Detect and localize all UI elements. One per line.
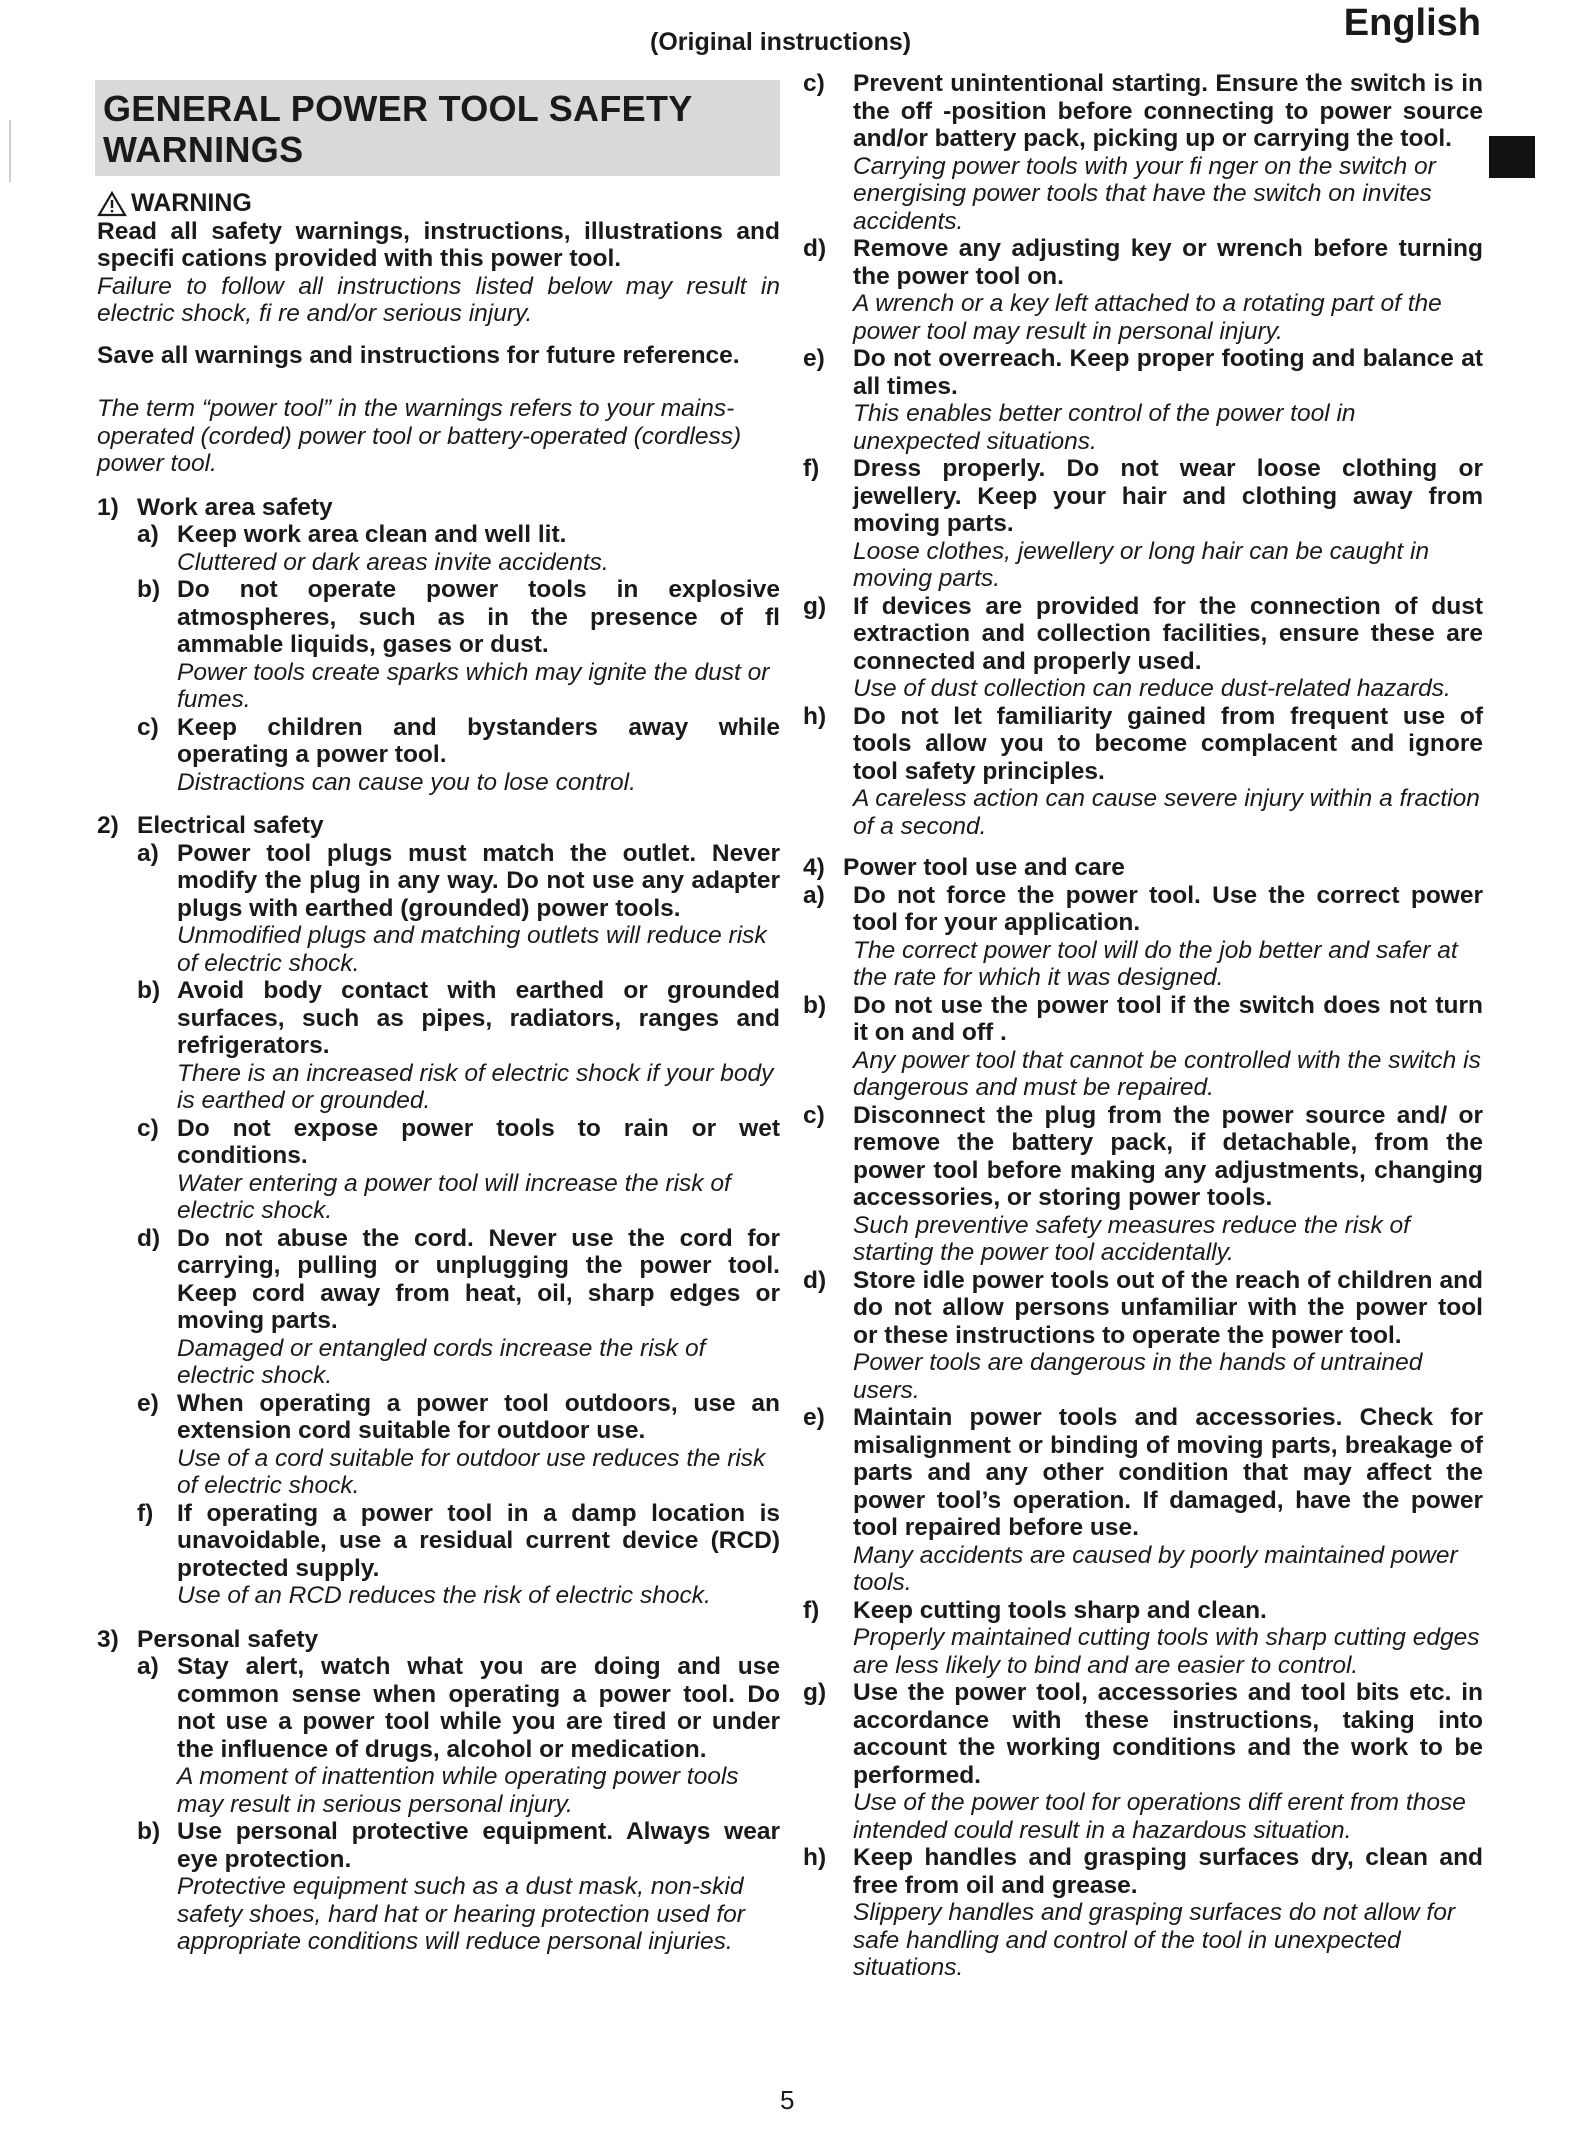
margin-rule [9,120,11,182]
warning-triangle-icon [97,191,127,217]
list-item: c) Do not expose power tools to rain or wet conditions. [137,1114,780,1169]
list-item: a) Power tool plugs must match the outlet. Never modify the plug in any way. Do not use any adapter plugs with earthed (grounded) power tools. [137,839,780,922]
item-note: This enables better control of the power tool in unexpected situations. [853,400,1356,455]
list-item: a) Do not force the power tool. Use the correct power tool for your application. [803,881,1483,936]
warning-label: WARNING [131,189,252,217]
list-item: c) Disconnect the plug from the power source and/ or remove the battery pack, if detachable, from the power tool before making any adjustments, changing accessories, or storing power tools. [803,1101,1483,1211]
section-work-area: 1) Work area safety [97,493,333,521]
item-note: There is an increased risk of electric shock if your body is earthed or grounded. [177,1059,774,1114]
item-note: Distractions can cause you to lose control. [177,768,636,796]
list-item: f) If operating a power tool in a damp location is unavoidable, use a residual current device (RCD) protected supply. [137,1499,780,1582]
item-note: Power tools create sparks which may ignite the dust or fumes. [177,658,770,713]
list-item: b) Avoid body contact with earthed or grounded surfaces, such as pipes, radiators, ranges and refrigerators. [137,977,780,1059]
page-number: 5 [780,2085,795,2115]
section-title: Work area safety [137,493,333,521]
section-title: Personal safety [137,1625,319,1653]
section-electrical: 2) Electrical safety [97,812,324,839]
language-tab-marker [1489,136,1535,178]
term-definition: The term “power tool” in the warnings refers to your mains-operated (corded) power tool or battery-operated (cordless) power tool. [97,395,742,477]
list-item: f) Dress properly. Do not wear loose clothing or jewellery. Keep your hair and clothing away from moving parts. [803,455,1483,537]
section-tool-use: 4) Power tool use and care [803,854,1125,881]
list-item: e) When operating a power tool outdoors, use an extension cord suitable for outdoor use. [137,1389,780,1444]
list-item: a) Stay alert, watch what you are doing and use common sense when operating a power tool. Do not use a power tool while you are tired or under the influence of drugs, alcohol or medication. [137,1653,780,1763]
item-note: A moment of inattention while operating power tools may result in serious personal injury. [177,1763,739,1818]
item-note: Damaged or entangled cords increase the risk of electric shock. [177,1334,706,1389]
left-column [97,70,780,1956]
item-note: Carrying power tools with your fi nger on the switch or energising power tools that have the switch on invites accidents. [853,152,1436,235]
item-note: Cluttered or dark areas invite accidents. [177,548,609,576]
right-column [803,70,1483,1982]
item-note: Power tools are dangerous in the hands of untrained users. [853,1349,1423,1404]
page-title: GENERAL POWER TOOL SAFETY WARNINGS [95,80,780,176]
list-item: g) If devices are provided for the connection of dust extraction and collection facilities, ensure these are connected and properly used. [803,592,1483,675]
list-item: b) Do not operate power tools in explosive atmospheres, such as in the presence of fl ammable liquids, gases or dust. [137,576,780,658]
read-all-instruction: Read all safety warnings, instructions, illustrations and specifi cations provided with this power tool. [97,217,780,272]
warning-heading [97,190,780,218]
language-label: English [1343,2,1481,44]
section-title: Electrical safety [137,812,324,839]
item-note: Properly maintained cutting tools with sharp cutting edges are less likely to bind and are easier to control. [853,1624,1480,1679]
item-note: Slippery handles and grasping surfaces do not allow for safe handling and control of the tool in unexpected situations. [853,1899,1455,1981]
list-item: d) Store idle power tools out of the reach of children and do not allow persons unfamiliar with the power tool or these instructions to operate the power tool. [803,1266,1483,1349]
failure-note: Failure to follow all instructions listed below may result in electric shock, fi re and/or serious injury. [97,272,780,327]
item-note: Many accidents are caused by poorly maintained power tools. [853,1541,1458,1596]
item-note: Loose clothes, jewellery or long hair can be caught in moving parts. [853,537,1430,592]
save-instructions: Save all warnings and instructions for future reference. [97,341,740,369]
list-item: c) Keep children and bystanders away while operating a power tool. [137,713,780,768]
item-note: Use of an RCD reduces the risk of electric shock. [177,1582,711,1609]
section-personal: 3) Personal safety [97,1625,319,1653]
list-item: b) Use personal protective equipment. Always wear eye protection. [137,1818,780,1873]
list-item: d) Do not abuse the cord. Never use the cord for carrying, pulling or unplugging the power tool. Keep cord away from heat, oil, sharp edges or moving parts. [137,1224,780,1334]
list-item: f) Keep cutting tools sharp and clean. [803,1596,1267,1624]
item-note: A careless action can cause severe injury within a fraction of a second. [853,785,1480,840]
item-note: Such preventive safety measures reduce the risk of starting the power tool accidentally. [853,1211,1410,1266]
item-note: Any power tool that cannot be controlled with the switch is dangerous and must be repaired. [853,1046,1481,1101]
section-title: Power tool use and care [843,854,1125,881]
item-note: The correct power tool will do the job better and safer at the rate for which it was designed. [853,936,1458,991]
list-item: e) Maintain power tools and accessories. Check for misalignment or binding of moving parts, breakage of parts and any other condition that may affect the power tool’s operation. If damaged, have the power tool repaired before use. [803,1404,1483,1541]
list-item: e) Do not overreach. Keep proper footing and balance at all times. [803,345,1483,400]
item-note: Use of the power tool for operations diff erent from those intended could result in a hazardous situation. [853,1789,1466,1844]
original-instructions-label: (Original instructions) [650,28,912,56]
list-item: g) Use the power tool, accessories and tool bits etc. in accordance with these instructions, taking into account the working conditions and the work to be performed. [803,1679,1483,1789]
list-item: c) Prevent unintentional starting. Ensure the switch is in the off -position before connecting to power source and/or battery pack, picking up or carrying the tool. [803,70,1483,152]
list-item: d) Remove any adjusting key or wrench before turning the power tool on. [803,235,1483,290]
item-note: Use of a cord suitable for outdoor use reduces the risk of electric shock. [177,1444,766,1499]
list-item: a) Keep work area clean and well lit. [137,521,567,548]
list-item: h) Do not let familiarity gained from frequent use of tools allow you to become complacent and ignore tool safety principles. [803,702,1483,785]
list-item: h) Keep handles and grasping surfaces dry, clean and free from oil and grease. [803,1844,1483,1899]
item-note: Use of dust collection can reduce dust-related hazards. [853,675,1451,702]
item-note: A wrench or a key left attached to a rotating part of the power tool may result in personal injury. [853,290,1442,345]
item-note: Water entering a power tool will increase the risk of electric shock. [177,1169,731,1224]
item-note: Unmodified plugs and matching outlets will reduce risk of electric shock. [177,922,767,977]
item-note: Protective equipment such as a dust mask, non-skid safety shoes, hard hat or hearing protection used for appropriate conditions will reduce personal injuries. [177,1873,745,1955]
list-item: b) Do not use the power tool if the switch does not turn it on and off . [803,991,1483,1046]
